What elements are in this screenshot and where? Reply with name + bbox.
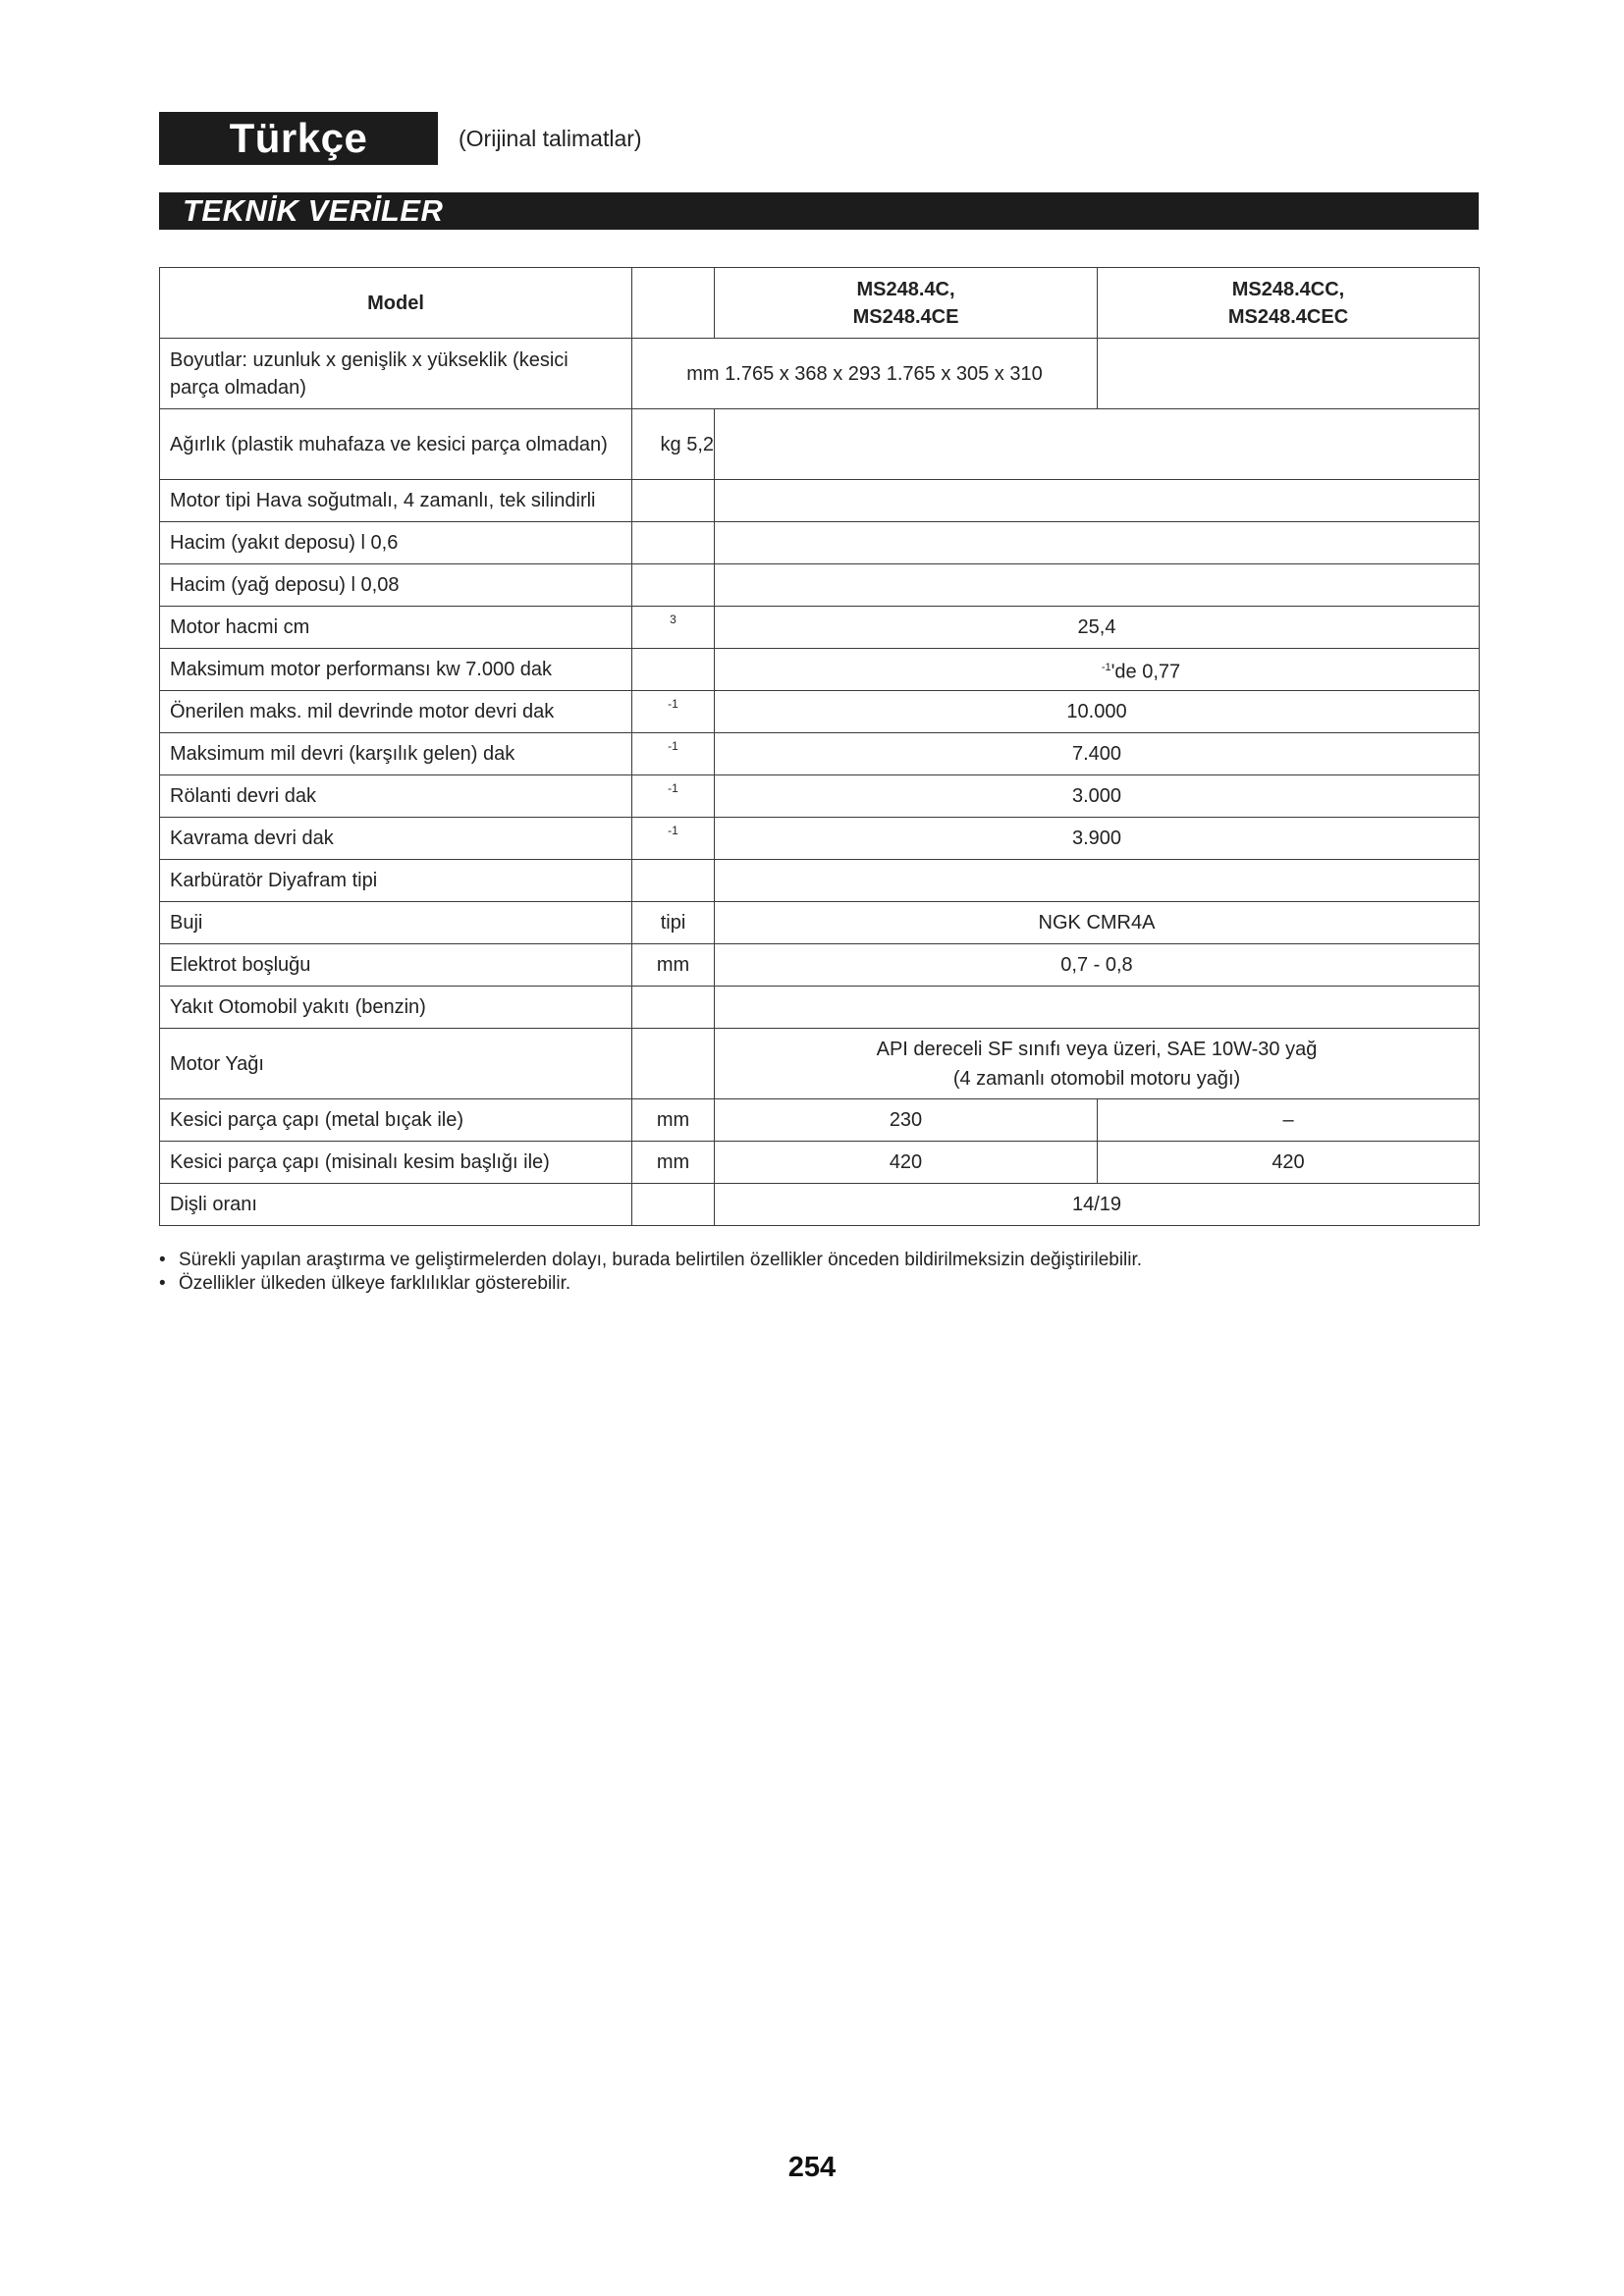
row-value-sup: -1 [1101, 661, 1111, 673]
row-unit [632, 480, 715, 522]
row-value-empty [715, 522, 1480, 564]
language-subtitle: (Orijinal talimatlar) [459, 126, 642, 151]
table-row [160, 522, 1480, 564]
row-unit [632, 1184, 715, 1226]
row-value [715, 1029, 1480, 1099]
row-value-empty [715, 564, 1480, 607]
row-value-col1: 230 [715, 1099, 1098, 1142]
table-row [160, 1142, 1480, 1184]
row-label: Buji [160, 902, 632, 944]
row-value-line1: API dereceli SF sınıfı veya üzeri, SAE 10W-30 yağ [876, 1038, 1318, 1060]
model-col-2-line1: MS248.4CC, [1231, 278, 1345, 300]
row-unit: tipi [632, 902, 715, 944]
table-row [160, 564, 1480, 607]
row-value-empty [715, 409, 1480, 480]
table-row [160, 409, 1480, 480]
spec-table [159, 267, 1480, 1226]
row-value: 3.000 [715, 775, 1480, 818]
model-col-1-line1: MS248.4C, [856, 278, 955, 300]
row-value [715, 649, 1480, 691]
model-label: Model [160, 268, 632, 339]
row-label: Hacim (yağ deposu) l 0,08 [160, 564, 632, 607]
row-value-line2: (4 zamanlı otomobil motoru yağı) [952, 1067, 1241, 1090]
table-row [160, 775, 1480, 818]
row-value: kg 5,2 [632, 409, 715, 480]
row-label: Kavrama devri dak [160, 818, 632, 860]
table-row [160, 860, 1480, 902]
table-row [160, 1029, 1480, 1099]
row-unit [632, 522, 715, 564]
row-unit: -1 [632, 691, 715, 733]
row-value-col1: 420 [715, 1142, 1098, 1184]
row-value-col2: – [1098, 1099, 1480, 1142]
table-row [160, 1184, 1480, 1226]
table-row [160, 944, 1480, 987]
row-unit [632, 564, 715, 607]
model-col-1-line2: MS248.4CE [852, 305, 959, 328]
table-row [160, 480, 1480, 522]
row-value: NGK CMR4A [715, 902, 1480, 944]
row-value-empty [1098, 339, 1480, 409]
row-unit: -1 [632, 775, 715, 818]
row-unit: 3 [632, 607, 715, 649]
row-label: Karbüratör Diyafram tipi [160, 860, 632, 902]
table-header-row [160, 268, 1480, 339]
row-label: Hacim (yakıt deposu) l 0,6 [160, 522, 632, 564]
row-label: Yakıt Otomobil yakıtı (benzin) [160, 987, 632, 1029]
model-col-2-line2: MS248.4CEC [1227, 305, 1349, 328]
row-unit [632, 860, 715, 902]
row-label: Rölanti devri dak [160, 775, 632, 818]
row-label: Ağırlık (plastik muhafaza ve kesici parça olmadan) [160, 409, 632, 480]
row-label: Motor tipi Hava soğutmalı, 4 zamanlı, tek silindirli [160, 480, 632, 522]
row-unit: mm [632, 944, 715, 987]
row-label: Elektrot boşluğu [160, 944, 632, 987]
row-unit [632, 1029, 715, 1099]
row-unit: -1 [632, 818, 715, 860]
row-value: 3.900 [715, 818, 1480, 860]
row-value-empty [715, 860, 1480, 902]
note-item: • Özellikler ülkeden ülkeye farklılıklar gösterebilir. [159, 1272, 1142, 1296]
row-unit: -1 [632, 733, 715, 775]
row-value: 25,4 [715, 607, 1480, 649]
page-number: 254 [787, 2152, 837, 2183]
row-value: 0,7 - 0,8 [715, 944, 1480, 987]
row-value: 10.000 [715, 691, 1480, 733]
table-row [160, 691, 1480, 733]
table-row [160, 733, 1480, 775]
row-value-empty [715, 480, 1480, 522]
table-row [160, 649, 1480, 691]
row-value-text: 'de 0,77 [1110, 661, 1181, 683]
table-row [160, 607, 1480, 649]
row-label: Kesici parça çapı (metal bıçak ile) [160, 1099, 632, 1142]
table-row [160, 902, 1480, 944]
unit-header [632, 268, 715, 339]
table-row [160, 1099, 1480, 1142]
row-unit [632, 649, 715, 691]
row-value: 14/19 [715, 1184, 1480, 1226]
row-label: Motor Yağı [160, 1029, 632, 1099]
row-value: 7.400 [715, 733, 1480, 775]
row-value-empty [715, 987, 1480, 1029]
row-label: Maksimum mil devri (karşılık gelen) dak [160, 733, 632, 775]
row-value-col2: 420 [1098, 1142, 1480, 1184]
row-label: Maksimum motor performansı kw 7.000 dak [160, 649, 632, 691]
row-unit: mm [632, 1099, 715, 1142]
row-unit [632, 987, 715, 1029]
row-label: Boyutlar: uzunluk x genişlik x yükseklik (kesici parça olmadan) [160, 339, 632, 409]
table-row [160, 339, 1480, 409]
row-label: Dişli oranı [160, 1184, 632, 1226]
row-unit: mm [632, 1142, 715, 1184]
table-row [160, 818, 1480, 860]
model-col-1 [715, 268, 1098, 339]
model-col-2 [1098, 268, 1480, 339]
table-row [160, 987, 1480, 1029]
row-label: Motor hacmi cm [160, 607, 632, 649]
row-value: mm 1.765 x 368 x 293 1.765 x 305 x 310 [632, 339, 1098, 409]
notes [159, 1249, 1142, 1296]
section-title: TEKNİK VERİLER [159, 192, 1479, 230]
language-badge: Türkçe [159, 112, 438, 165]
note-item: • Sürekli yapılan araştırma ve geliştirmelerden dolayı, burada belirtilen özellikler önceden bildirilmeksizin değiştirilebilir. [159, 1249, 1142, 1272]
row-label: Önerilen maks. mil devrinde motor devri dak [160, 691, 632, 733]
row-label: Kesici parça çapı (misinalı kesim başlığı ile) [160, 1142, 632, 1184]
